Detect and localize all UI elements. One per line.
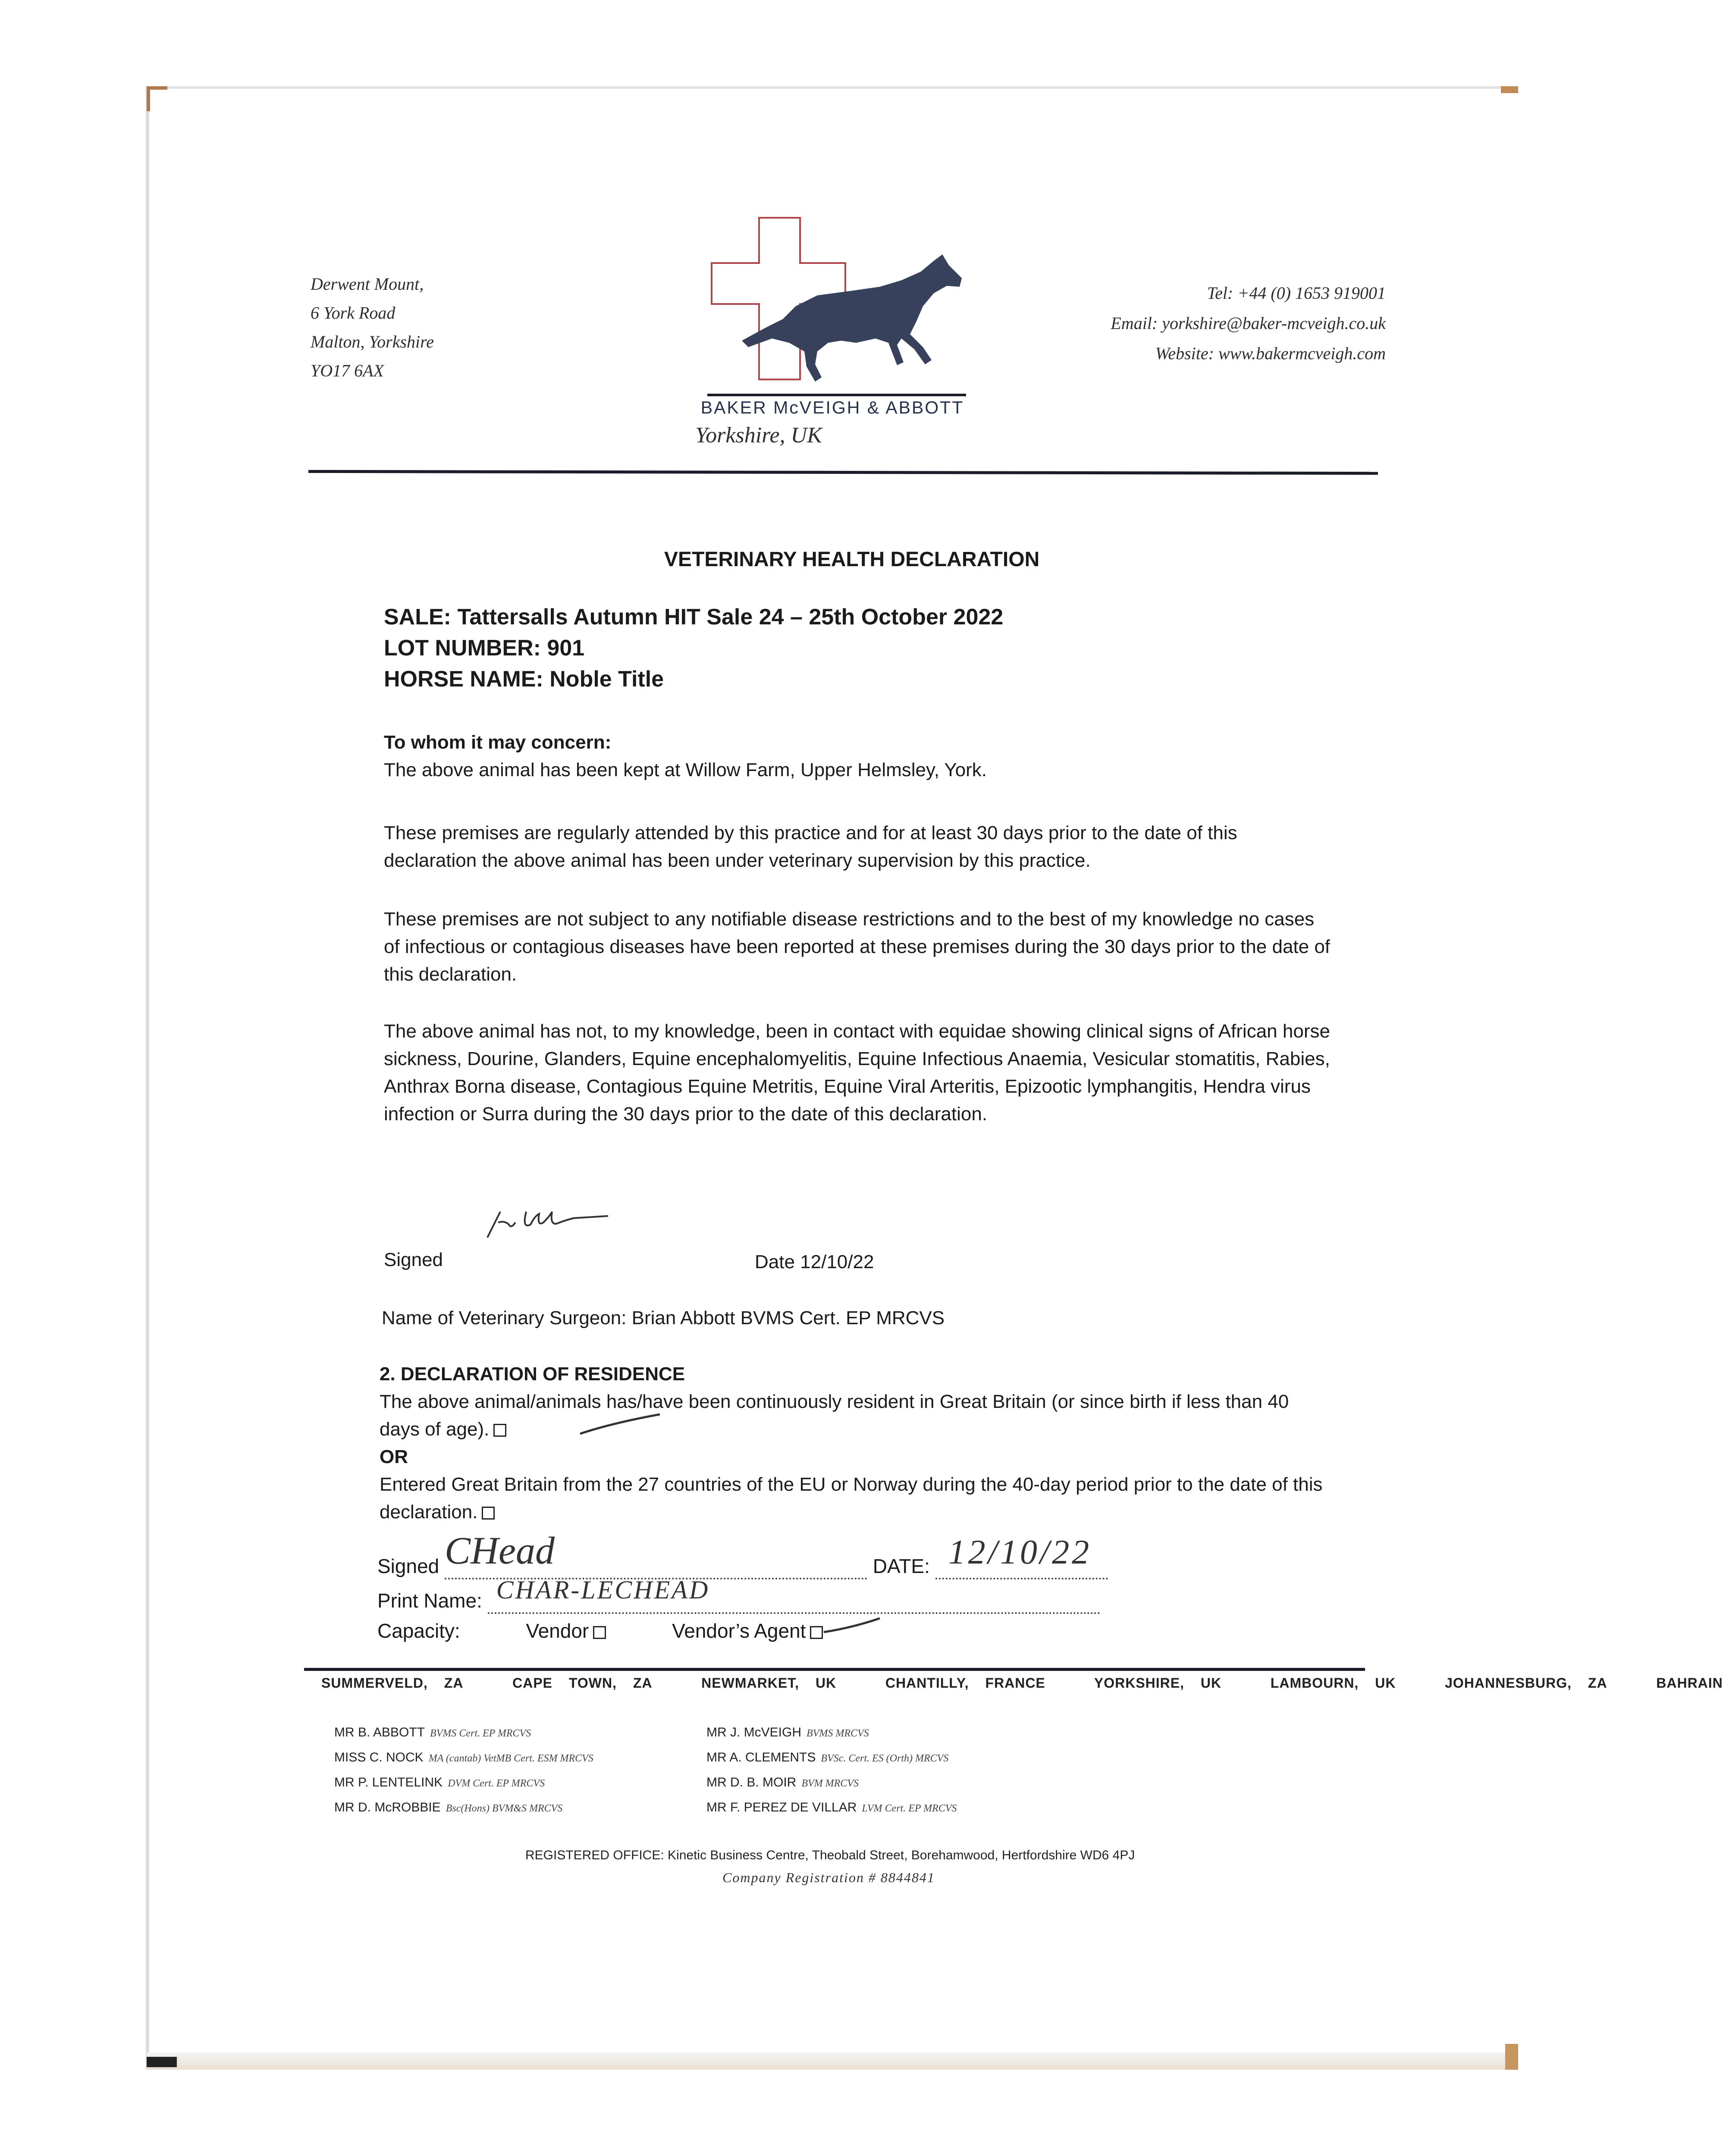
location: JOHANNESBURG, ZA xyxy=(1445,1675,1607,1691)
residence-section xyxy=(380,1360,1328,1526)
paragraph: The above animal has not, to my knowledge, been in contact with equidae showing clinical signs of African horse sickness, Dourine, Glanders, Equine encephalomyelitis, Equine Infectious Anaemia, Vesicular stomatitis, Rabies, Anthrax Borna disease, Contagious Equine Metritis, Equine Viral Arteritis, Epizootic lymphangitis, Hendra virus infection or Surra during the 30 days prior to the date of this declaration. xyxy=(384,1021,1330,1125)
horse-line xyxy=(384,664,1333,695)
staff-member: MISS C. NOCK MA (cantab) VetMB Cert. ESM MRCVS xyxy=(334,1750,593,1764)
lot-value: 901 xyxy=(547,636,585,661)
staff-member: MR J. McVEIGH BVMS MRCVS xyxy=(706,1725,869,1739)
address-line: Malton, Yorkshire xyxy=(311,332,434,351)
staff-list-right xyxy=(706,1720,957,1821)
declaration-date: Date 12/10/22 xyxy=(755,1251,874,1272)
date-label-2: DATE: xyxy=(872,1555,930,1577)
desk-shadow xyxy=(147,2057,177,2067)
email-line: Email: yorkshire@baker-mcveigh.co.uk xyxy=(1111,313,1386,333)
print-name-label: Print Name: xyxy=(377,1589,482,1612)
location: CAPE TOWN, ZA xyxy=(512,1675,653,1691)
option-1-checkbox[interactable] xyxy=(493,1424,506,1437)
contact-details xyxy=(1111,278,1386,369)
capacity-label: Capacity: xyxy=(377,1620,460,1642)
paper-edge xyxy=(147,86,1518,89)
sale-details xyxy=(384,602,1333,695)
location: YORKSHIRE, UK xyxy=(1094,1675,1222,1691)
company-registration: Company Registration # 8844841 xyxy=(722,1870,935,1885)
residence-option-1: The above animal/animals has/have been continuously resident in Great Britain (or since birth if less than 40 days of age). xyxy=(380,1391,1289,1440)
print-name-field[interactable] xyxy=(488,1576,1100,1614)
clip-corner xyxy=(147,86,167,111)
firm-region: Yorkshire, UK xyxy=(695,423,822,448)
vet-signature xyxy=(479,1199,621,1246)
practice-address xyxy=(311,270,434,385)
firm-name: BAKER McVEIGH & ABBOTT xyxy=(700,398,964,417)
staff-list-left xyxy=(334,1720,593,1821)
sale-label: SALE: xyxy=(384,605,451,630)
horse-label: HORSE NAME: xyxy=(384,667,543,692)
staff-member: MR D. B. MOIR BVM MRCVS xyxy=(706,1775,859,1789)
lot-line xyxy=(384,633,1333,664)
registered-office: REGISTERED OFFICE: Kinetic Business Centre, Theobald Street, Borehamwood, Hertfordshire WD6 4PJ xyxy=(525,1848,1135,1862)
phone-line: Tel: +44 (0) 1653 919001 xyxy=(1207,283,1386,303)
practice-logo xyxy=(707,213,966,403)
location: BAHRAIN xyxy=(1656,1675,1723,1691)
declaration-body xyxy=(384,729,1333,784)
staff-member: MR A. CLEMENTS BVSc. Cert. ES (Orth) MRCVS xyxy=(706,1750,949,1764)
address-line: 6 York Road xyxy=(311,303,395,323)
paragraph: The above animal has been kept at Willow Farm, Upper Helmsley, York. xyxy=(384,759,987,780)
agent-tick xyxy=(822,1615,882,1636)
location: SUMMERVELD, ZA xyxy=(321,1675,464,1691)
paper-edge-left xyxy=(146,86,149,2070)
address-line: Derwent Mount, xyxy=(311,274,424,294)
logo-underline xyxy=(707,394,966,396)
sale-value: Tattersalls Autumn HIT Sale 24 – 25th October 2022 xyxy=(457,605,1004,630)
vendor-label: Vendor xyxy=(526,1620,589,1642)
signed-label-2: Signed xyxy=(377,1555,439,1577)
horse-icon xyxy=(742,254,962,382)
document-title: VETERINARY HEALTH DECLARATION xyxy=(664,548,1040,571)
clip-corner-right xyxy=(1501,86,1518,93)
desk-edge xyxy=(1505,2044,1518,2070)
staff-member: MR P. LENTELINK DVM Cert. EP MRCVS xyxy=(334,1775,545,1789)
vendor-signature: CHead xyxy=(445,1529,555,1572)
location: CHANTILLY, FRANCE xyxy=(885,1675,1045,1691)
or-label: OR xyxy=(380,1446,408,1467)
surgeon-name: Name of Veterinary Surgeon: Brian Abbott BVMS Cert. EP MRCVS xyxy=(382,1307,945,1329)
sale-line xyxy=(384,602,1333,633)
print-name-value: CHAR-LECHEAD xyxy=(496,1576,710,1604)
print-name-row xyxy=(377,1576,1100,1614)
staff-member: MR B. ABBOTT BVMS Cert. EP MRCVS xyxy=(334,1725,531,1739)
horse-value: Noble Title xyxy=(549,667,664,692)
vendor-checkbox[interactable] xyxy=(593,1626,606,1639)
website-line: Website: www.bakermcveigh.com xyxy=(1155,344,1386,363)
agent-checkbox[interactable] xyxy=(810,1626,823,1639)
signed-label: Signed xyxy=(384,1249,443,1270)
staff-member: MR D. McROBBIE Bsc(Hons) BVM&S MRCVS xyxy=(334,1800,563,1814)
residence-option-2: Entered Great Britain from the 27 countries of the EU or Norway during the 40-day period prior to the date of this declaration. xyxy=(380,1474,1323,1523)
option-2-checkbox[interactable] xyxy=(482,1507,495,1520)
date-value: 12/10/22 xyxy=(948,1533,1092,1571)
footer-divider xyxy=(304,1668,1365,1671)
residence-heading: 2. DECLARATION OF RESIDENCE xyxy=(380,1363,685,1385)
staff-member: MR F. PEREZ DE VILLAR LVM Cert. EP MRCVS xyxy=(706,1800,957,1814)
agent-label: Vendor’s Agent xyxy=(672,1620,806,1642)
office-locations xyxy=(321,1675,1723,1691)
option-1-tick xyxy=(578,1410,664,1440)
capacity-row xyxy=(377,1619,823,1642)
desk-surface xyxy=(147,2053,1518,2070)
salutation: To whom it may concern: xyxy=(384,732,612,753)
signed-row xyxy=(377,1529,1108,1579)
paragraph: These premises are regularly attended by this practice and for at least 30 days prior to the date of this declaration the above animal has been under veterinary supervision by this practice. xyxy=(384,822,1237,871)
paragraph: These premises are not subject to any notifiable disease restrictions and to the best of my knowledge no cases of infectious or contagious diseases have been reported at these premises during the 30 days prior to the date of this declaration. xyxy=(384,909,1331,985)
lot-label: LOT NUMBER: xyxy=(384,636,541,661)
date-field[interactable] xyxy=(935,1533,1108,1579)
address-line: YO17 6AX xyxy=(311,361,384,380)
location: NEWMARKET, UK xyxy=(701,1675,837,1691)
location: LAMBOURN, UK xyxy=(1270,1675,1396,1691)
